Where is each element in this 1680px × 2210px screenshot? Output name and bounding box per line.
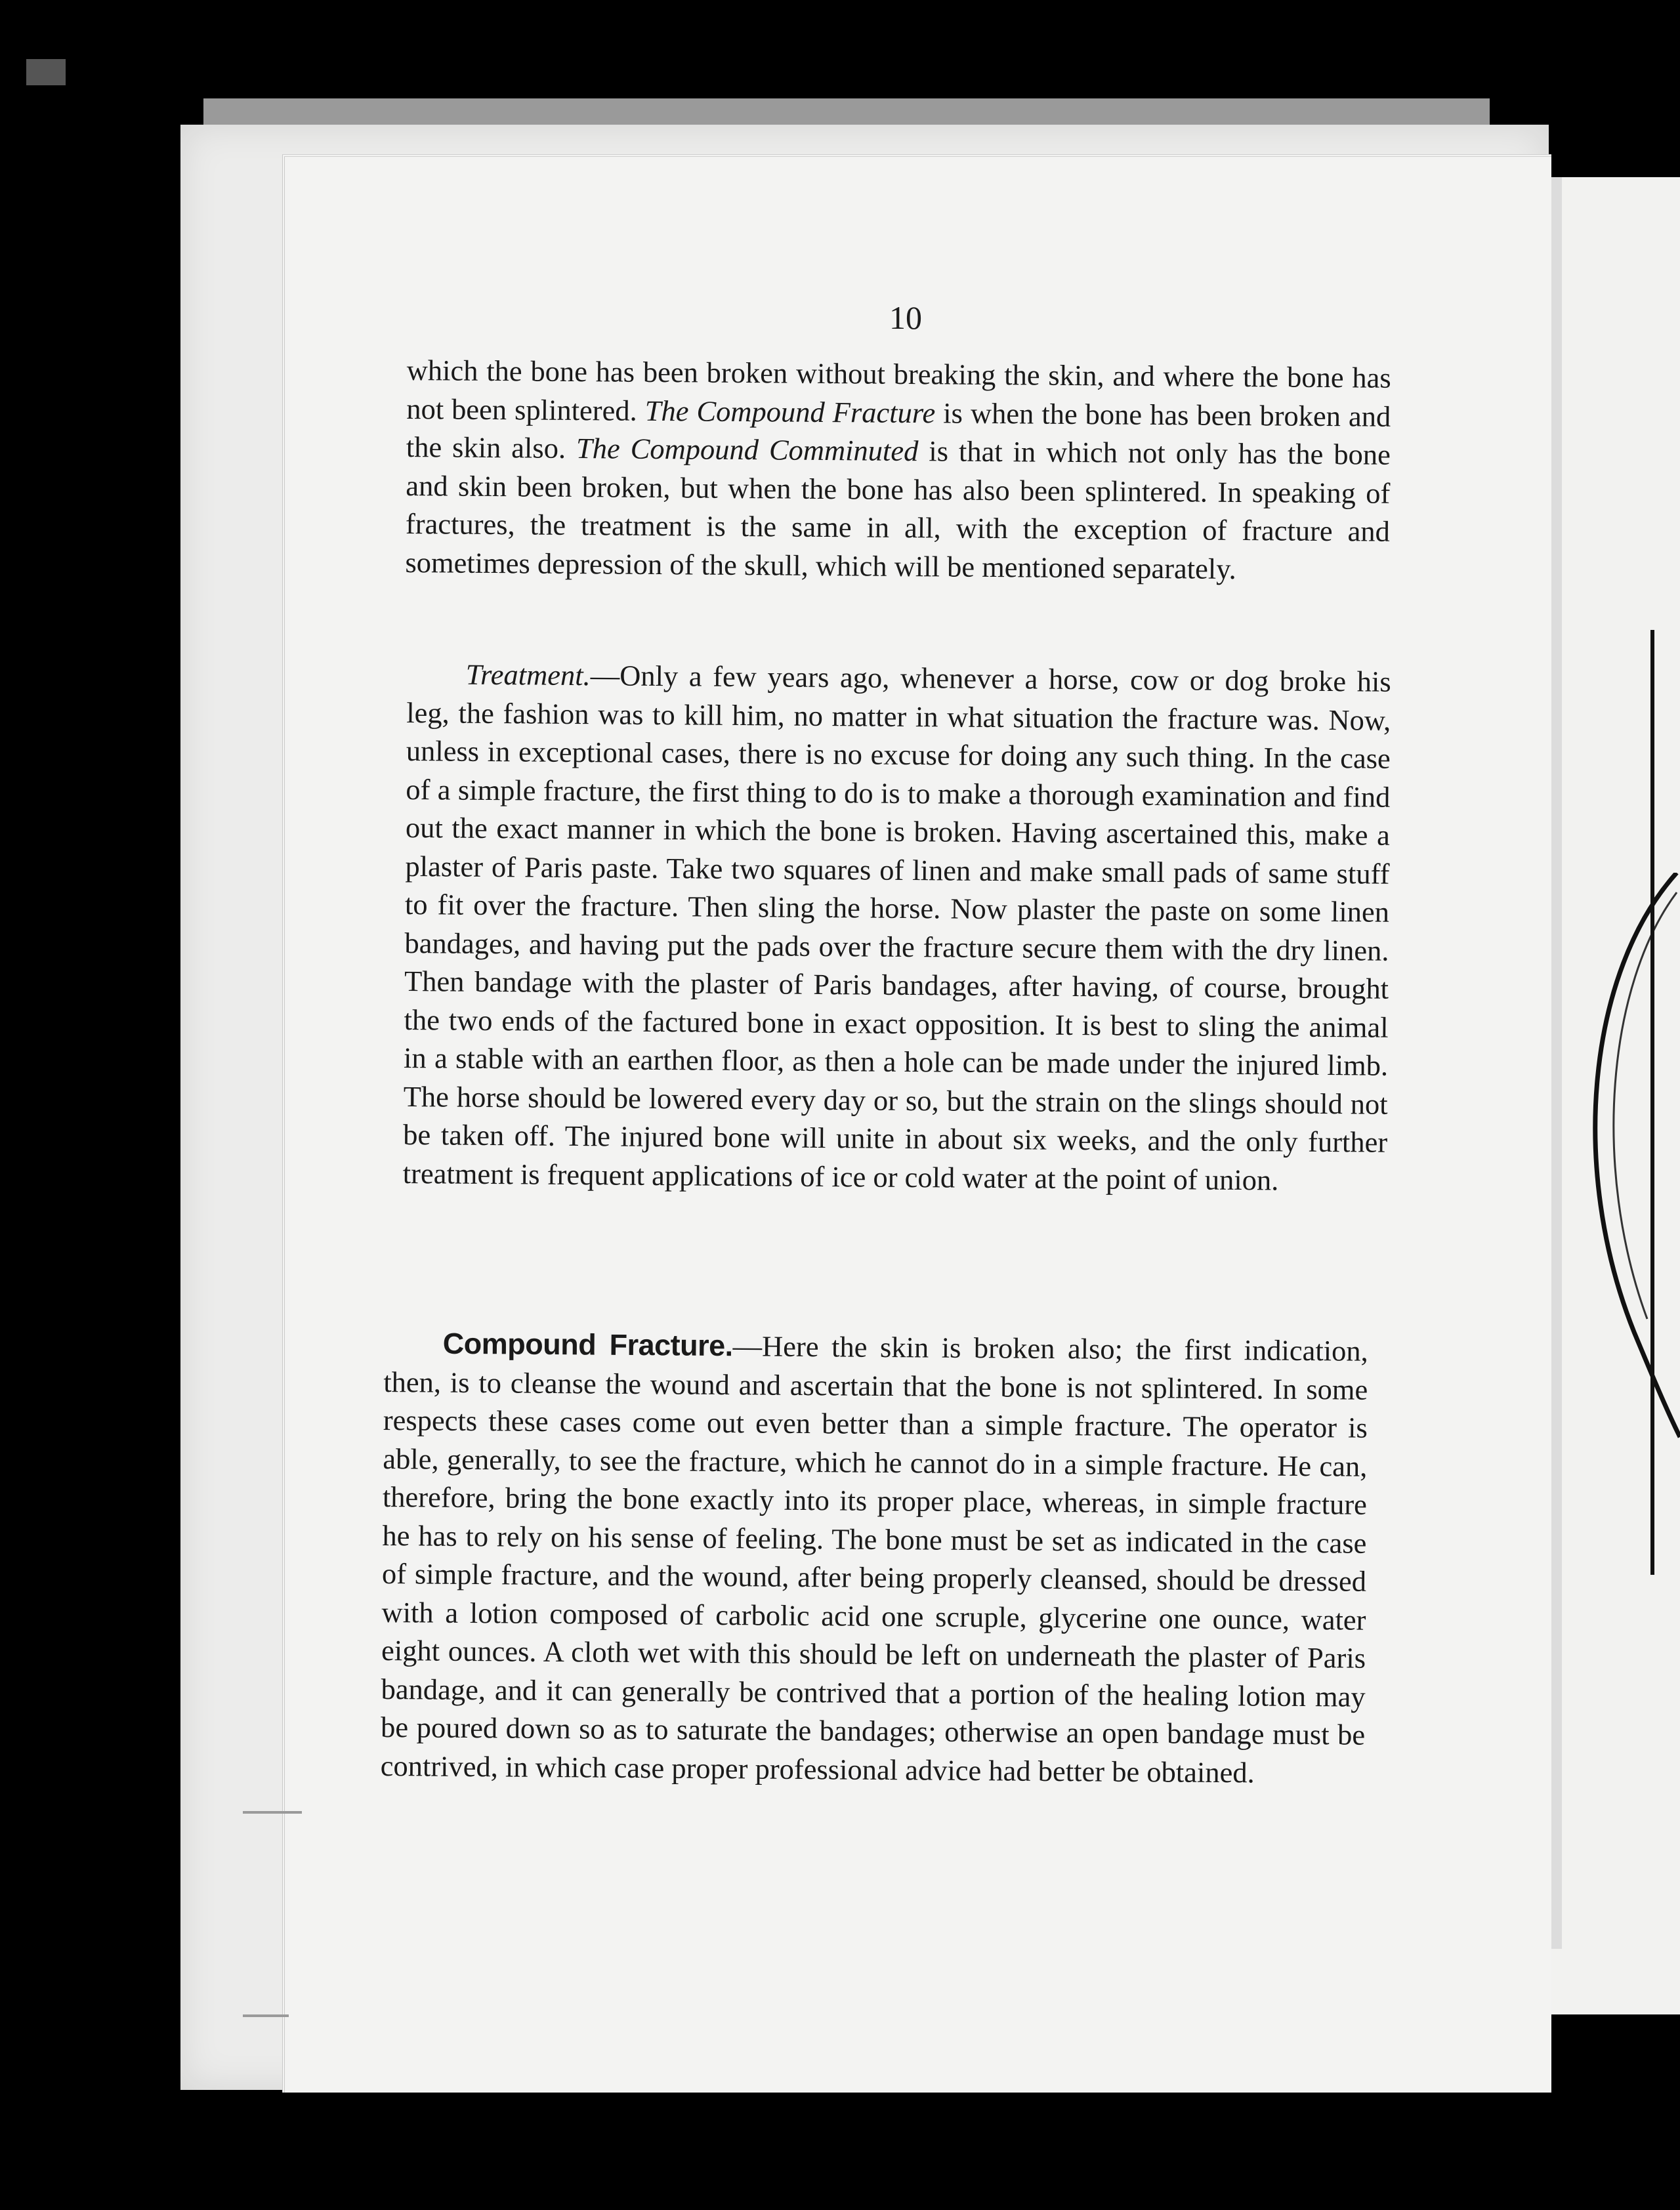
facing-page-illustration <box>1562 873 1680 1463</box>
paragraph-compound-fracture <box>380 1324 1368 1793</box>
text-run: which the bone has been broken without breaking the skin, and where the bone has not been splintered. <box>406 353 1391 427</box>
facing-page-rule <box>1650 630 1654 1575</box>
page-number: 10 <box>889 299 922 336</box>
text-run: —Here the skin is broken also; the first indication, then, is to cleanse the wound and ascertain that the bone is not splintered. In some respects these cases come out even better than a simple fracture. The operator is able, generally, to see the fracture, which he cannot do in a simple fracture. He can, therefore, bring the bone exactly into its proper place, whereas, in simple fracture he has to rely on his sense of feeling. The bone must be set as indicated in the case of simple fracture, and the wound, after being properly cleansed, should be dressed with a lotion composed of carbolic acid one scruple, glycerine one ounce, water eight ounces. A cloth wet with this should be left on underneath the plaster of Paris bandage, and it can generally be contrived that a portion of the healing lotion may be poured down so as to saturate the bandages; otherwise an open bandage must be contrived, in which case proper professional advice had better be obtained. <box>380 1329 1368 1789</box>
text-run: is when the bone has been broken and the skin also. <box>406 396 1391 465</box>
text-run: —Only a few years ago, whenever a horse, cow or dog broke his leg, the fashion was to kill him, no matter in what situation the fracture was. Now, unless in exceptional cases, there is no excuse for doing any such thing. In the case of a simple fracture, the first thing to do is to make a thorough examination and find out the exact manner in which the bone is broken. Having ascertained this, make a plaster of Paris paste. Take two squares of linen and make small pads of same stuff to fit over the fracture. Then sling the horse. Now plaster the paste on some linen bandages, and having put the pads over the fracture secure them with the dry linen. Then bandage with the plaster of Paris bandages, after having, of course, brought the two ends of the factured bone in exact opposition. It is best to sling the animal in a stable with an earthen floor, as then a hole can be made under the injured limb. The horse should be lowered every day or so, but the strain on the slings should not be taken off. The injured bone will unite in about six weeks, and the only further treatment is frequent applications of ice or cold water at the point of union. <box>402 659 1391 1196</box>
paragraph-fracture-types <box>405 351 1391 589</box>
scan-artifact <box>26 59 66 85</box>
treatment-lead: Treatment. <box>465 657 591 692</box>
italic-term-compound-fracture: The Compound Fracture <box>644 394 936 429</box>
section-heading-compound-fracture: Compound Fracture. <box>442 1326 733 1363</box>
scan-artifact <box>243 1811 302 1814</box>
text-run: is that in which not only has the bone and skin been broken, but when the bone has also been splintered. In speaking of fractures, the treatment is the same in all, with the exception of fracture and sometimes depression of the skull, which will be mentioned separately. <box>405 434 1391 585</box>
paragraph-treatment <box>403 655 1391 1200</box>
italic-term-compound-comminuted: The Compound Comminuted <box>576 432 919 468</box>
scan-artifact <box>243 2014 289 2017</box>
